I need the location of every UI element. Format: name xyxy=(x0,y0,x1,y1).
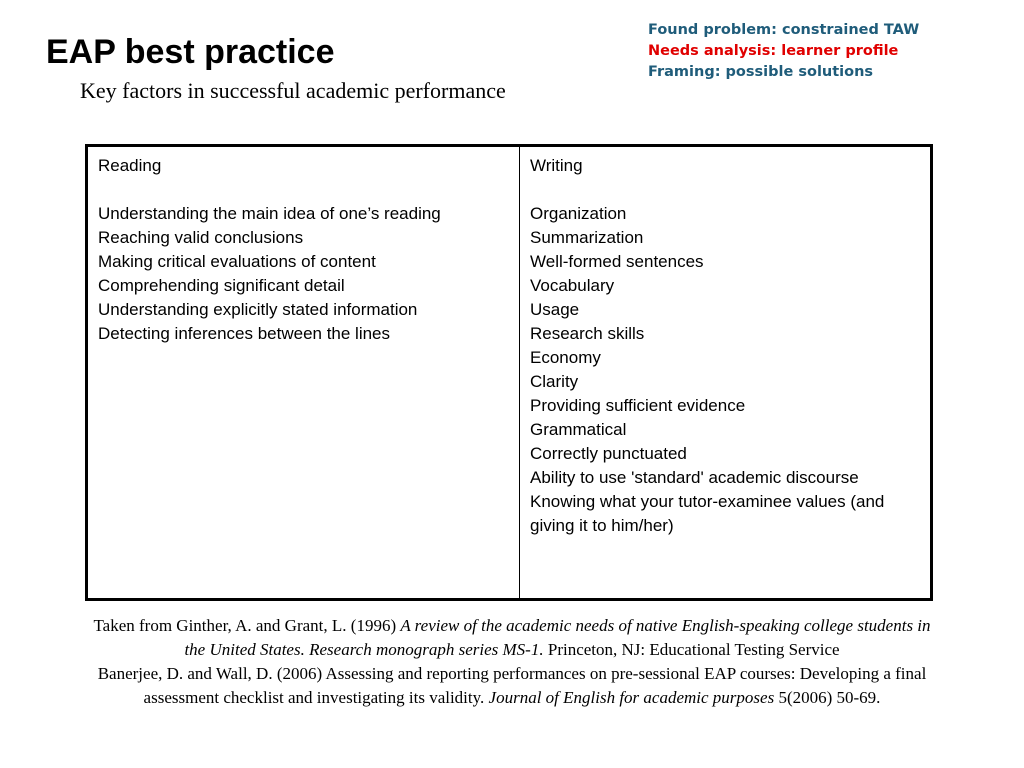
writing-item: Knowing what your tutor-examinee values (and giving it to him/her) xyxy=(530,492,885,535)
writing-item: Providing sufficient evidence xyxy=(530,396,746,415)
references xyxy=(92,614,932,710)
writing-item: Usage xyxy=(530,300,580,319)
writing-item: Ability to use 'standard' academic discourse xyxy=(530,468,859,487)
reading-item: Comprehending significant detail xyxy=(98,276,345,295)
writing-item: Clarity xyxy=(530,372,579,391)
writing-item: Organization xyxy=(530,204,627,223)
reference-banerjee-wall xyxy=(92,662,932,710)
writing-item: Vocabulary xyxy=(530,276,615,295)
framing-note-possible-solutions: Framing: possible solutions xyxy=(648,64,874,80)
framing-notes xyxy=(648,20,919,83)
writing-heading: Writing xyxy=(530,156,583,175)
writing-item: Correctly punctuated xyxy=(530,444,687,463)
writing-list xyxy=(530,202,920,538)
reading-heading: Reading xyxy=(98,156,162,175)
writing-item: Economy xyxy=(530,348,601,367)
writing-column xyxy=(520,147,930,598)
reference-lead: Taken from Ginther, A. and Grant, L. (1996) xyxy=(93,616,401,635)
writing-item: Research skills xyxy=(530,324,645,343)
framing-note-found-problem: Found problem: constrained TAW xyxy=(648,22,920,38)
reading-item: Reaching valid conclusions xyxy=(98,228,304,247)
writing-item: Summarization xyxy=(530,228,644,247)
reading-item: Understanding the main idea of one’s reading xyxy=(98,204,441,223)
reading-item: Making critical evaluations of content xyxy=(98,252,376,271)
writing-item: Grammatical xyxy=(530,420,627,439)
reference-title: A review of the academic needs of native English-speaking college students in the United States. Research monograph series MS-1. xyxy=(184,616,931,659)
reading-column xyxy=(88,147,520,598)
reference-title: Journal of English for academic purposes xyxy=(488,688,775,707)
slide-title: EAP best practice xyxy=(46,33,335,71)
skills-table xyxy=(85,144,933,601)
reading-item: Detecting inferences between the lines xyxy=(98,324,391,343)
reading-item: Understanding explicitly stated information xyxy=(98,300,418,319)
reference-ginther-grant xyxy=(92,614,932,662)
reference-tail: 5(2006) 50-69. xyxy=(774,688,881,707)
reading-list xyxy=(98,202,509,346)
framing-note-needs-analysis: Needs analysis: learner profile xyxy=(648,43,899,59)
reference-lead: Banerjee, D. and Wall, D. (2006) Assessing and reporting performances on pre-sessional EAP courses: Developing a final assessment checklist and investigating its validity. xyxy=(97,664,927,707)
reference-tail: Princeton, NJ: Educational Testing Service xyxy=(543,640,840,659)
writing-item: Well-formed sentences xyxy=(530,252,704,271)
slide-subtitle: Key factors in successful academic performance xyxy=(80,78,506,103)
